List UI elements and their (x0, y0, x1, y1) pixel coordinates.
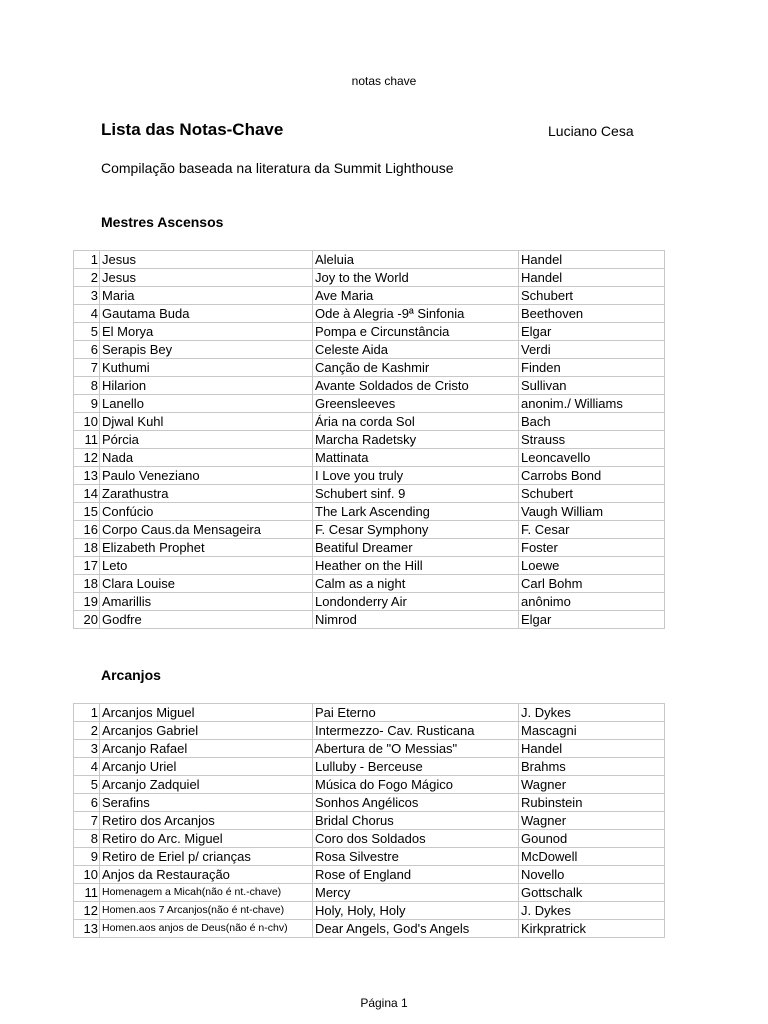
composer-cell: Handel (519, 740, 665, 758)
composer-cell: Loewe (519, 557, 665, 575)
author-name: Luciano Cesa (548, 123, 634, 139)
name-cell: El Morya (100, 323, 313, 341)
table-row (74, 611, 665, 629)
music-cell: Joy to the World (313, 269, 519, 287)
composer-cell: Finden (519, 359, 665, 377)
table-row (74, 413, 665, 431)
table-row (74, 776, 665, 794)
music-cell: Aleluia (313, 251, 519, 269)
table-row (74, 269, 665, 287)
name-cell: Jesus (100, 269, 313, 287)
music-cell: Dear Angels, God's Angels (313, 920, 519, 938)
name-cell: Paulo Veneziano (100, 467, 313, 485)
music-cell: Nimrod (313, 611, 519, 629)
composer-cell: Sullivan (519, 377, 665, 395)
row-number: 10 (74, 413, 100, 431)
name-cell: Leto (100, 557, 313, 575)
music-cell: Ária na corda Sol (313, 413, 519, 431)
row-number: 2 (74, 722, 100, 740)
composer-cell: Gounod (519, 830, 665, 848)
row-number: 20 (74, 611, 100, 629)
table-row (74, 251, 665, 269)
table-row (74, 722, 665, 740)
music-cell: Música do Fogo Mágico (313, 776, 519, 794)
music-cell: Ave Maria (313, 287, 519, 305)
name-cell: Pórcia (100, 431, 313, 449)
table-row (74, 740, 665, 758)
table-row (74, 431, 665, 449)
name-cell: Serafins (100, 794, 313, 812)
row-number: 16 (74, 521, 100, 539)
music-cell: Celeste Aida (313, 341, 519, 359)
table-row (74, 467, 665, 485)
page-header: notas chave (351, 74, 417, 88)
row-number: 9 (74, 848, 100, 866)
composer-cell: Foster (519, 539, 665, 557)
row-number: 6 (74, 794, 100, 812)
music-cell: Intermezzo- Cav. Rusticana (313, 722, 519, 740)
name-cell: Hilarion (100, 377, 313, 395)
music-cell: Rose of England (313, 866, 519, 884)
name-cell: Elizabeth Prophet (100, 539, 313, 557)
row-number: 1 (74, 251, 100, 269)
table-row (74, 884, 665, 902)
table-row (74, 758, 665, 776)
table-row (74, 359, 665, 377)
music-cell: Coro dos Soldados (313, 830, 519, 848)
table-row (74, 521, 665, 539)
music-cell: Greensleeves (313, 395, 519, 413)
row-number: 2 (74, 269, 100, 287)
row-number: 7 (74, 359, 100, 377)
name-cell: Homen.aos 7 Arcanjos(não é nt-chave) (100, 902, 313, 920)
table-row (74, 503, 665, 521)
row-number: 15 (74, 503, 100, 521)
table-row (74, 539, 665, 557)
name-cell: Homen.aos anjos de Deus(não é n-chv) (100, 920, 313, 938)
row-number: 8 (74, 377, 100, 395)
table-row (74, 323, 665, 341)
table-row (74, 848, 665, 866)
composer-cell: Beethoven (519, 305, 665, 323)
row-number: 3 (74, 287, 100, 305)
name-cell: Arcanjo Zadquiel (100, 776, 313, 794)
name-cell: Clara Louise (100, 575, 313, 593)
name-cell: Arcanjos Gabriel (100, 722, 313, 740)
composer-cell: Schubert (519, 287, 665, 305)
row-number: 17 (74, 557, 100, 575)
name-cell: Nada (100, 449, 313, 467)
name-cell: Djwal Kuhl (100, 413, 313, 431)
composer-cell: Verdi (519, 341, 665, 359)
table-row (74, 575, 665, 593)
music-cell: Ode à Alegria -9ª Sinfonia (313, 305, 519, 323)
music-cell: The Lark Ascending (313, 503, 519, 521)
name-cell: Serapis Bey (100, 341, 313, 359)
composer-cell: Bach (519, 413, 665, 431)
table-row (74, 866, 665, 884)
row-number: 18 (74, 539, 100, 557)
name-cell: Arcanjo Uriel (100, 758, 313, 776)
row-number: 1 (74, 704, 100, 722)
composer-cell: Novello (519, 866, 665, 884)
name-cell: Retiro de Eriel p/ crianças (100, 848, 313, 866)
row-number: 9 (74, 395, 100, 413)
table-row (74, 902, 665, 920)
row-number: 3 (74, 740, 100, 758)
composer-cell: Gottschalk (519, 884, 665, 902)
music-cell: Sonhos Angélicos (313, 794, 519, 812)
name-cell: Amarillis (100, 593, 313, 611)
row-number: 18 (74, 575, 100, 593)
table-row (74, 395, 665, 413)
name-cell: Godfre (100, 611, 313, 629)
row-number: 12 (74, 449, 100, 467)
composer-cell: Vaugh William (519, 503, 665, 521)
composer-cell: J. Dykes (519, 902, 665, 920)
name-cell: Maria (100, 287, 313, 305)
composer-cell: Handel (519, 269, 665, 287)
table-row (74, 812, 665, 830)
table-row (74, 305, 665, 323)
row-number: 4 (74, 305, 100, 323)
page-footer: Página 1 (360, 996, 408, 1010)
row-number: 11 (74, 884, 100, 902)
row-number: 11 (74, 431, 100, 449)
table-row (74, 287, 665, 305)
composer-cell: Rubinstein (519, 794, 665, 812)
composer-cell: Strauss (519, 431, 665, 449)
name-cell: Homenagem a Micah(não é nt.-chave) (100, 884, 313, 902)
table-row (74, 377, 665, 395)
row-number: 10 (74, 866, 100, 884)
name-cell: Lanello (100, 395, 313, 413)
music-cell: Londonderry Air (313, 593, 519, 611)
music-cell: Avante Soldados de Cristo (313, 377, 519, 395)
row-number: 6 (74, 341, 100, 359)
name-cell: Gautama Buda (100, 305, 313, 323)
composer-cell: McDowell (519, 848, 665, 866)
composer-cell: Mascagni (519, 722, 665, 740)
music-cell: Rosa Silvestre (313, 848, 519, 866)
composer-cell: Schubert (519, 485, 665, 503)
music-cell: Calm as a night (313, 575, 519, 593)
composer-cell: Carrobs Bond (519, 467, 665, 485)
composer-cell: Elgar (519, 323, 665, 341)
name-cell: Arcanjo Rafael (100, 740, 313, 758)
name-cell: Retiro dos Arcanjos (100, 812, 313, 830)
music-cell: Schubert sinf. 9 (313, 485, 519, 503)
document-subtitle: Compilação baseada na literatura da Summit Lighthouse (101, 160, 454, 176)
table-row (74, 341, 665, 359)
table-row (74, 485, 665, 503)
composer-cell: Brahms (519, 758, 665, 776)
music-cell: Pompa e Circunstância (313, 323, 519, 341)
music-cell: Mercy (313, 884, 519, 902)
composer-cell: F. Cesar (519, 521, 665, 539)
table-row (74, 593, 665, 611)
row-number: 19 (74, 593, 100, 611)
document-title: Lista das Notas-Chave (101, 120, 284, 139)
music-cell: Holy, Holy, Holy (313, 902, 519, 920)
composer-cell: Leoncavello (519, 449, 665, 467)
music-cell: Mattinata (313, 449, 519, 467)
row-number: 13 (74, 467, 100, 485)
table-row (74, 557, 665, 575)
composer-cell: Kirkpratrick (519, 920, 665, 938)
row-number: 5 (74, 323, 100, 341)
table-row (74, 704, 665, 722)
table-row (74, 794, 665, 812)
composer-cell: Wagner (519, 812, 665, 830)
composer-cell: Carl Bohm (519, 575, 665, 593)
music-cell: Bridal Chorus (313, 812, 519, 830)
name-cell: Corpo Caus.da Mensageira (100, 521, 313, 539)
arcanjos-table (73, 703, 665, 938)
table-row (74, 830, 665, 848)
section-title-mestres: Mestres Ascensos (101, 214, 224, 230)
name-cell: Anjos da Restauração (100, 866, 313, 884)
row-number: 14 (74, 485, 100, 503)
composer-cell: anonim./ Williams (519, 395, 665, 413)
composer-cell: J. Dykes (519, 704, 665, 722)
name-cell: Jesus (100, 251, 313, 269)
row-number: 8 (74, 830, 100, 848)
music-cell: Heather on the Hill (313, 557, 519, 575)
name-cell: Kuthumi (100, 359, 313, 377)
table-row (74, 920, 665, 938)
section-title-arcanjos: Arcanjos (101, 667, 161, 683)
row-number: 7 (74, 812, 100, 830)
row-number: 12 (74, 902, 100, 920)
composer-cell: Wagner (519, 776, 665, 794)
music-cell: Lulluby - Berceuse (313, 758, 519, 776)
composer-cell: anônimo (519, 593, 665, 611)
row-number: 13 (74, 920, 100, 938)
composer-cell: Handel (519, 251, 665, 269)
table-row (74, 449, 665, 467)
name-cell: Retiro do Arc. Miguel (100, 830, 313, 848)
music-cell: Marcha Radetsky (313, 431, 519, 449)
name-cell: Arcanjos Miguel (100, 704, 313, 722)
row-number: 4 (74, 758, 100, 776)
music-cell: Abertura de "O Messias" (313, 740, 519, 758)
row-number: 5 (74, 776, 100, 794)
music-cell: Pai Eterno (313, 704, 519, 722)
music-cell: Beatiful Dreamer (313, 539, 519, 557)
music-cell: I Love you truly (313, 467, 519, 485)
music-cell: Canção de Kashmir (313, 359, 519, 377)
composer-cell: Elgar (519, 611, 665, 629)
name-cell: Confúcio (100, 503, 313, 521)
name-cell: Zarathustra (100, 485, 313, 503)
mestres-table (73, 250, 665, 629)
music-cell: F. Cesar Symphony (313, 521, 519, 539)
